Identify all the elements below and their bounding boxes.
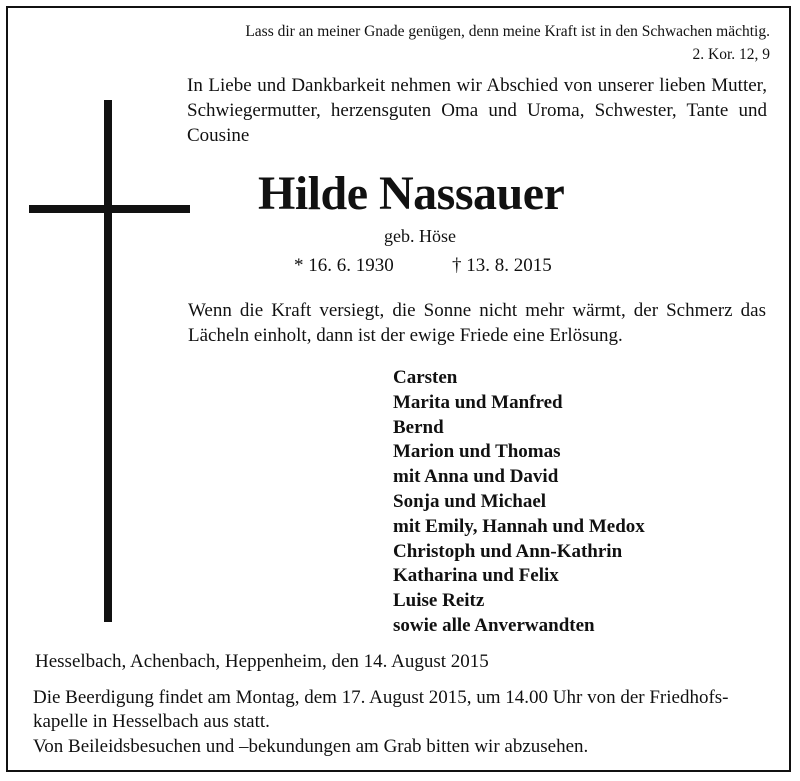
cross-horizontal-bar	[29, 205, 190, 213]
list-item: mit Anna und David	[393, 466, 559, 488]
list-item: Marion und Thomas	[393, 441, 561, 463]
birth-date: * 16. 6. 1930	[294, 255, 394, 276]
condolence-note: Von Beileidsbesuchen und –bekundungen am Grab bitten wir abzusehen.	[33, 736, 589, 757]
place-date: Hesselbach, Achenbach, Heppenheim, den 14. August 2015	[35, 651, 489, 672]
list-item: Bernd	[393, 416, 444, 438]
list-item: Carsten	[393, 367, 458, 388]
verse-text: Lass dir an meiner Gnade genügen, denn meine Kraft ist in den Schwachen mächtig.	[245, 23, 770, 40]
list-item: Katharina und Felix	[393, 565, 559, 587]
mourners-list	[393, 366, 645, 639]
list-item: Luise Reitz	[393, 590, 485, 612]
list-item: Sonja und Michael	[393, 490, 547, 512]
verse-reference: 2. Kor. 12, 9	[692, 46, 770, 63]
cross-vertical-bar	[104, 100, 112, 622]
list-item: Christoph und Ann-Kathrin	[393, 540, 623, 562]
funeral-line-2: kapelle in Hesselbach aus statt.	[33, 711, 270, 732]
bible-verse	[245, 20, 770, 66]
list-item: mit Emily, Hannah und Medox	[393, 515, 645, 537]
funeral-line-1: Die Beerdigung findet am Montag, dem 17. August 2015, um 14.00 Uhr von der Friedhofs-	[33, 687, 729, 708]
list-item: sowie alle Anverwandten	[393, 614, 595, 636]
maiden-name: geb. Höse	[384, 226, 456, 246]
memorial-quote: Wenn die Kraft versiegt, die Sonne nicht mehr wärmt, der Schmerz das Lächeln einholt, dann ist der ewige Friede eine Erlösung.	[188, 300, 766, 346]
intro-text: In Liebe und Dankbarkeit nehmen wir Abschied von unserer lieben Mutter, Schwiegermutter, herzensguten Oma und Uroma, Schwester, Tante und Cousine	[187, 75, 767, 146]
list-item: Marita und Manfred	[393, 391, 563, 413]
funeral-notice	[33, 686, 771, 734]
death-date: † 13. 8. 2015	[452, 255, 552, 276]
deceased-name: Hilde Nassauer	[258, 167, 565, 220]
